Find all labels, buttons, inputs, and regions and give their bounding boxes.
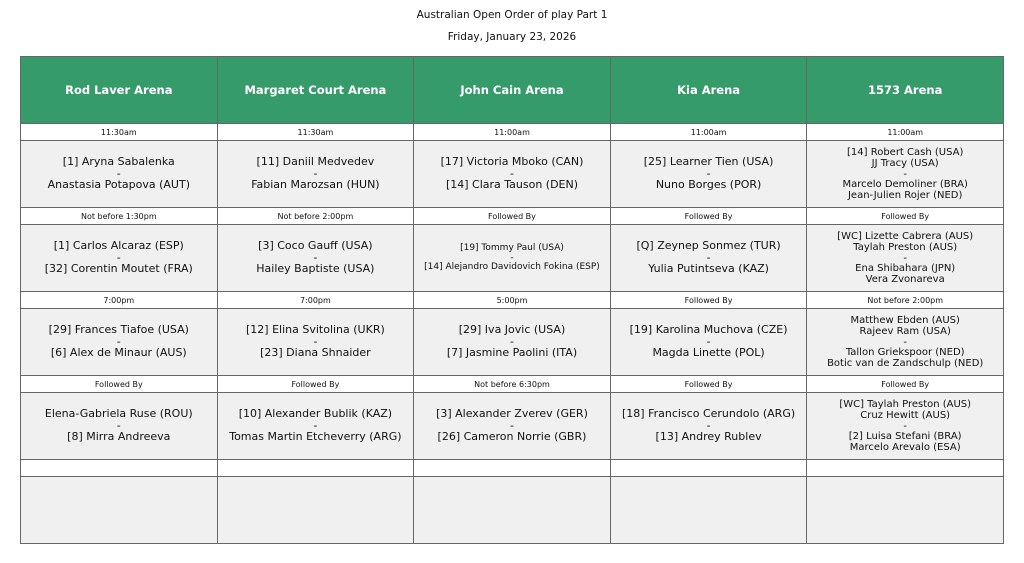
versus-separator: - [116,419,121,433]
player-name: [25] Learner Tien (USA) [643,155,774,169]
slot-time: 11:00am [610,124,807,141]
player-name: [WC] Taylah Preston (AUS) [839,399,972,411]
slot-time: 11:00am [414,124,611,141]
time-row [21,124,1004,141]
player-name: Rajeev Ram (USA) [859,326,951,338]
slot-time: Not before 1:30pm [21,208,218,225]
slot-time: Not before 6:30pm [414,376,611,393]
versus-separator: - [313,251,318,265]
slot-time: Followed By [610,208,807,225]
empty-time-cell [217,460,414,477]
player-name: [26] Cameron Norrie (GBR) [437,429,587,443]
empty-time-cell [807,460,1004,477]
match-cell [610,393,807,460]
slot-time: Followed By [610,292,807,309]
player-name: [2] Luisa Stefani (BRA) [848,430,962,442]
versus-separator: - [706,419,711,433]
player-name: [11] Daniil Medvedev [256,155,375,169]
player-name: [29] Iva Jovic (USA) [458,323,566,337]
match-cell [807,309,1004,376]
player-name: [1] Aryna Sabalenka [62,155,175,169]
match-cell [807,141,1004,208]
match-cell [610,309,807,376]
match-cell [807,393,1004,460]
empty-time-cell [610,460,807,477]
page-title: Australian Open Order of play Part 1 [416,9,608,21]
court-header: Kia Arena [610,57,807,124]
match-cell [21,225,218,292]
player-name: [Q] Zeynep Sonmez (TUR) [636,239,781,253]
slot-time: 5:00pm [414,292,611,309]
empty-match-cell [217,477,414,544]
slot-time: Followed By [807,208,1004,225]
match-cell [21,141,218,208]
player-name: Tomas Martin Etcheverry (ARG) [229,429,402,443]
empty-match-row [21,477,1004,544]
player-name: [3] Coco Gauff (USA) [258,239,373,253]
slot-time: Followed By [807,376,1004,393]
player-name: [29] Frances Tiafoe (USA) [48,323,189,337]
player-name: Fabian Marozsan (HUN) [251,177,380,191]
slot-time: 7:00pm [217,292,414,309]
court-header: John Cain Arena [414,57,611,124]
schedule-body [21,124,1004,544]
order-of-play-table [20,56,1004,544]
slot-time: Not before 2:00pm [807,292,1004,309]
court-header: 1573 Arena [807,57,1004,124]
versus-separator: - [116,167,121,181]
player-name: [1] Carlos Alcaraz (ESP) [53,239,184,253]
match-cell [414,309,611,376]
player-name: [19] Karolina Muchova (CZE) [629,323,788,337]
versus-separator: - [313,335,318,349]
player-name: [14] Clara Tauson (DEN) [445,177,579,191]
empty-time-cell [21,460,218,477]
player-name: [12] Elina Svitolina (UKR) [246,323,385,337]
player-name: Marcelo Arevalo (ESA) [849,441,961,453]
player-name: Ena Shibahara (JPN) [855,262,956,274]
slot-time: Followed By [217,376,414,393]
player-name: Botic van de Zandschulp (NED) [827,357,984,369]
time-row [21,292,1004,309]
player-name: Vera Zvonareva [865,273,945,285]
player-name: [14] Robert Cash (USA) [847,147,964,159]
versus-separator: - [313,419,318,433]
match-cell [217,141,414,208]
player-name: [6] Alex de Minaur (AUS) [50,345,187,359]
slot-time: 11:30am [21,124,218,141]
player-name: [23] Diana Shnaider [260,345,371,359]
player-name: Taylah Preston (AUS) [853,242,958,254]
player-name: Nuno Borges (POR) [655,177,762,191]
match-cell [610,141,807,208]
slot-time: 11:00am [807,124,1004,141]
match-cell [21,393,218,460]
player-name: [WC] Lizette Cabrera (AUS) [837,231,974,243]
player-name: [10] Alexander Bublik (KAZ) [238,407,393,421]
versus-separator: - [903,168,907,180]
slot-time: Followed By [21,376,218,393]
match-row [21,225,1004,292]
player-name: JJ Tracy (USA) [871,158,939,170]
slot-time: Followed By [414,208,611,225]
versus-separator: - [706,335,711,349]
player-name: [3] Alexander Zverev (GER) [436,407,588,421]
match-cell [414,393,611,460]
versus-separator: - [313,167,318,181]
match-cell [21,309,218,376]
player-name: Anastasia Potapova (AUT) [47,177,190,191]
versus-separator: - [116,335,121,349]
player-name: Magda Linette (POL) [652,345,765,359]
slot-time: Not before 2:00pm [217,208,414,225]
match-row [21,393,1004,460]
versus-separator: - [903,420,907,432]
player-name: Elena-Gabriela Ruse (ROU) [44,407,193,421]
time-row [21,376,1004,393]
match-row [21,309,1004,376]
player-name: Cruz Hewitt (AUS) [860,410,951,422]
empty-match-cell [610,477,807,544]
versus-separator: - [706,167,711,181]
player-name: [17] Victoria Mboko (CAN) [440,155,584,169]
player-name: Marcelo Demoliner (BRA) [842,178,968,190]
versus-separator: - [706,251,711,265]
match-cell [807,225,1004,292]
player-name: Hailey Baptiste (USA) [256,261,375,275]
player-name: [32] Corentin Moutet (FRA) [44,261,193,275]
empty-match-cell [21,477,218,544]
match-cell [217,393,414,460]
court-header-row [21,57,1004,124]
match-cell [217,309,414,376]
player-name: [8] Mirra Andreeva [67,429,171,443]
empty-time-cell [414,460,611,477]
player-name: Tallon Griekspoor (NED) [845,346,965,358]
empty-match-cell [807,477,1004,544]
empty-match-cell [414,477,611,544]
slot-time: Followed By [610,376,807,393]
empty-time-row [21,460,1004,477]
court-header: Rod Laver Arena [21,57,218,124]
versus-separator: - [903,252,907,264]
versus-separator: - [510,252,514,263]
match-cell [217,225,414,292]
versus-separator: - [509,167,514,181]
versus-separator: - [509,335,514,349]
slot-time: 7:00pm [21,292,218,309]
player-name: [13] Andrey Rublev [655,429,762,443]
match-cell [414,225,611,292]
player-name: [14] Alejandro Davidovich Fokina (ESP) [424,262,600,273]
player-name: [7] Jasmine Paolini (ITA) [446,345,578,359]
slot-time: 11:30am [217,124,414,141]
match-cell [610,225,807,292]
versus-separator: - [116,251,121,265]
player-name: [18] Francisco Cerundolo (ARG) [622,407,796,421]
versus-separator: - [903,336,907,348]
versus-separator: - [509,419,514,433]
match-row [21,141,1004,208]
match-cell [414,141,611,208]
player-name: Yulia Putintseva (KAZ) [648,261,769,275]
player-name: Matthew Ebden (AUS) [850,315,960,327]
court-header: Margaret Court Arena [217,57,414,124]
time-row [21,208,1004,225]
page-date: Friday, January 23, 2026 [447,31,577,43]
player-name: [19] Tommy Paul (USA) [460,243,564,254]
player-name: Jean-Julien Rojer (NED) [847,189,963,201]
